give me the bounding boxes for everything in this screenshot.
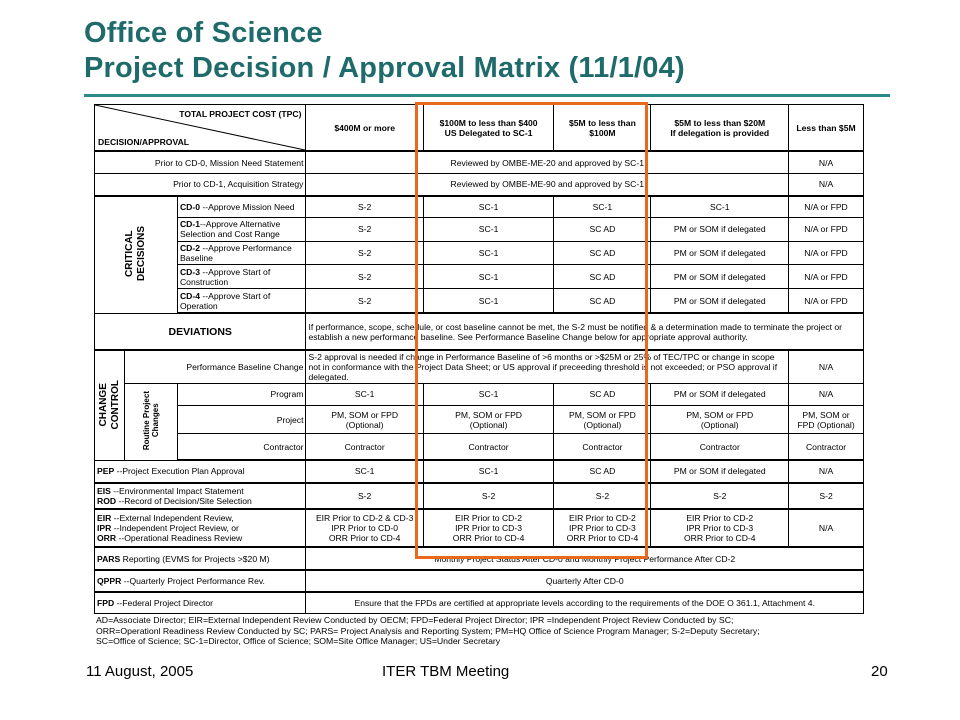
approval-matrix bbox=[94, 104, 864, 614]
eis-cell: S-2 bbox=[554, 483, 651, 509]
change-cell: SC AD bbox=[554, 383, 651, 405]
change-cell: PM, SOM or FPD (Optional) bbox=[651, 406, 789, 434]
routine-changes-group bbox=[125, 383, 178, 460]
fpd-label: FPD --Federal Project Director bbox=[95, 592, 306, 613]
prereq-value: Reviewed by OMBE-ME-20 and approved by SC-1 bbox=[306, 151, 789, 173]
pbc-row bbox=[95, 350, 864, 383]
cd-cell: S-2 bbox=[306, 241, 423, 264]
eir-cell: EIR Prior to CD-2 IPR Prior to CD-3 ORR Prior to CD-4 bbox=[423, 509, 554, 548]
eir-cell: EIR Prior to CD-2 & CD-3 IPR Prior to CD-0 ORR Prior to CD-4 bbox=[306, 509, 423, 548]
col-header-4: $5M to less than $20M If delegation is provided bbox=[651, 105, 789, 152]
deviations-text: If performance, scope, schedule, or cost baseline cannot be met, the S-2 must be notified & a determination made to terminate the project or establish a new performance baseline. See Performance Baseline Change below for appropriate approval authority. bbox=[306, 313, 864, 350]
cd-cell: N/A or FPD bbox=[789, 217, 864, 241]
cd-cell: S-2 bbox=[306, 265, 423, 289]
pbc-label: Performance Baseline Change bbox=[125, 350, 306, 383]
change-cell: Contractor bbox=[651, 434, 789, 460]
cd-row bbox=[95, 289, 864, 313]
pep-cell: N/A bbox=[789, 460, 864, 482]
change-control-group bbox=[95, 350, 125, 460]
cd-cell: SC-1 bbox=[423, 217, 554, 241]
eir-cell: N/A bbox=[789, 509, 864, 548]
header-row bbox=[95, 105, 864, 152]
col-header-5: Less than $5M bbox=[789, 105, 864, 152]
pars-label: PARS Reporting (EVMS for Projects >$20 M) bbox=[95, 547, 306, 569]
cd-cell: N/A or FPD bbox=[789, 196, 864, 217]
qppr-row bbox=[95, 570, 864, 592]
cd-cell: PM or SOM if delegated bbox=[651, 241, 789, 264]
footer-page-number: 20 bbox=[871, 663, 888, 680]
cd-cell: N/A or FPD bbox=[789, 265, 864, 289]
title-rule bbox=[84, 94, 890, 97]
change-cell: N/A bbox=[789, 383, 864, 405]
cd-row bbox=[95, 217, 864, 241]
eir-cell: EIR Prior to CD-2 IPR Prior to CD-3 ORR Prior to CD-4 bbox=[651, 509, 789, 548]
cd-cell: SC-1 bbox=[423, 265, 554, 289]
change-cell: SC-1 bbox=[306, 383, 423, 405]
col-header-1: $400M or more bbox=[306, 105, 423, 152]
cd-cell: SC-1 bbox=[651, 196, 789, 217]
deviations-row bbox=[95, 313, 864, 350]
fpd-value: Ensure that the FPDs are certified at appropriate levels according to the requirements of the DOE O 361.1, Attachment 4. bbox=[306, 592, 864, 613]
tpc-label: TOTAL PROJECT COST (TPC) bbox=[179, 109, 302, 119]
cd-cell: SC-1 bbox=[423, 196, 554, 217]
change-label: Project bbox=[177, 406, 306, 434]
cd-cell: PM or SOM if delegated bbox=[651, 217, 789, 241]
pbc-last: N/A bbox=[789, 350, 864, 383]
cd-label: CD-3 --Approve Start of Construction bbox=[177, 265, 306, 289]
fpd-row bbox=[95, 592, 864, 613]
qppr-label: QPPR --Quarterly Project Performance Rev. bbox=[95, 570, 306, 592]
deviations-label: DEVIATIONS bbox=[95, 313, 306, 350]
cd-row bbox=[95, 241, 864, 264]
cd-row bbox=[95, 265, 864, 289]
cd-cell: SC AD bbox=[554, 265, 651, 289]
eis-cell: S-2 bbox=[306, 483, 423, 509]
pbc-text: S-2 approval is needed if change in Performance Baseline of >6 months or >$25M or 25% of TEC/TPC or change in scope not in conformance with the Project Data Sheet; or US approval if preceeding threshold is not exceeded; or PSO approval if delegated. bbox=[306, 350, 789, 383]
prereq-last: N/A bbox=[789, 151, 864, 173]
change-cell: Contractor bbox=[789, 434, 864, 460]
prereq-value: Reviewed by OMBE-ME-90 and approved by SC-1 bbox=[306, 173, 789, 195]
change-label: Contractor bbox=[177, 434, 306, 460]
change-cell: PM, SOM or FPD (Optional) bbox=[306, 406, 423, 434]
prereq-label: Prior to CD-0, Mission Need Statement bbox=[95, 151, 306, 173]
col-header-2: $100M to less than $400 US Delegated to SC-1 bbox=[423, 105, 554, 152]
cd-cell: SC AD bbox=[554, 289, 651, 313]
critical-decisions-label: CRITICAL DECISIONS bbox=[123, 226, 147, 282]
pep-cell: SC-1 bbox=[306, 460, 423, 482]
change-row bbox=[95, 383, 864, 405]
eir-label: EIR --External Independent Review, IPR --Independent Project Review, or ORR --Operational Readiness Review bbox=[95, 509, 306, 548]
cd-label: CD-2 --Approve Performance Baseline bbox=[177, 241, 306, 264]
prereq-row bbox=[95, 173, 864, 195]
cd-cell: SC-1 bbox=[554, 196, 651, 217]
qppr-value: Quarterly After CD-0 bbox=[306, 570, 864, 592]
cd-cell: SC AD bbox=[554, 241, 651, 264]
cd-cell: S-2 bbox=[306, 289, 423, 313]
change-row bbox=[95, 406, 864, 434]
cd-cell: PM or SOM if delegated bbox=[651, 265, 789, 289]
decision-label: DECISION/APPROVAL bbox=[98, 137, 190, 148]
change-row bbox=[95, 434, 864, 460]
prereq-label: Prior to CD-1, Acquisition Strategy bbox=[95, 173, 306, 195]
footnote: AD=Associate Director; EIR=External Independent Review Conducted by OECM; FPD=Federal Project Director; IPR =Independent Project Review Conducted by SC; ORR=Operationl Readiness Review Conducted by SC; PARS= Project Analysis and Reporting System; PM=HQ Office of Science Program Manager; S-2=Deputy Secretary; SC=Office of Science; SC-1=Director, Office of Science; SOM=Site Office Manager; US=Under Secretary bbox=[96, 615, 760, 646]
cd-label: CD-4 --Approve Start of Operation bbox=[177, 289, 306, 313]
eis-cell: S-2 bbox=[789, 483, 864, 509]
header-corner bbox=[95, 105, 306, 152]
change-cell: Contractor bbox=[423, 434, 554, 460]
change-cell: PM, SOM or FPD (Optional) bbox=[423, 406, 554, 434]
pars-value: Monthly Project Status After CD-0 and Monthly Project Performance After CD-2 bbox=[306, 547, 864, 569]
pep-cell: SC AD bbox=[554, 460, 651, 482]
change-label: Program bbox=[177, 383, 306, 405]
prereq-last: N/A bbox=[789, 173, 864, 195]
critical-decisions-group bbox=[95, 196, 178, 314]
cd-label: CD-0 --Approve Mission Need bbox=[177, 196, 306, 217]
eir-row bbox=[95, 509, 864, 548]
eir-cell: EIR Prior to CD-2 IPR Prior to CD-3 ORR Prior to CD-4 bbox=[554, 509, 651, 548]
cd-cell: S-2 bbox=[306, 217, 423, 241]
eis-cell: S-2 bbox=[423, 483, 554, 509]
cd-row bbox=[95, 196, 864, 217]
footer-date: 11 August, 2005 bbox=[86, 663, 194, 680]
cd-cell: SC-1 bbox=[423, 289, 554, 313]
pep-cell: PM or SOM if delegated bbox=[651, 460, 789, 482]
cd-cell: N/A or FPD bbox=[789, 241, 864, 264]
pep-label: PEP --Project Execution Plan Approval bbox=[95, 460, 306, 482]
pep-cell: SC-1 bbox=[423, 460, 554, 482]
cd-cell: SC AD bbox=[554, 217, 651, 241]
pars-row bbox=[95, 547, 864, 569]
footer-meeting: ITER TBM Meeting bbox=[382, 663, 510, 680]
cd-label: CD-1--Approve Alternative Selection and Cost Range bbox=[177, 217, 306, 241]
change-cell: PM, SOM or FPD (Optional) bbox=[789, 406, 864, 434]
change-cell: PM or SOM if delegated bbox=[651, 383, 789, 405]
cd-cell: PM or SOM if delegated bbox=[651, 289, 789, 313]
cd-cell: SC-1 bbox=[423, 241, 554, 264]
eis-cell: S-2 bbox=[651, 483, 789, 509]
pep-row bbox=[95, 460, 864, 482]
change-cell: PM, SOM or FPD (Optional) bbox=[554, 406, 651, 434]
change-cell: Contractor bbox=[554, 434, 651, 460]
col-header-3: $5M to less than $100M bbox=[554, 105, 651, 152]
title-line-1: Office of Science bbox=[84, 17, 323, 49]
cd-cell: N/A or FPD bbox=[789, 289, 864, 313]
prereq-row bbox=[95, 151, 864, 173]
eis-label: EIS --Environmental Impact Statement ROD --Record of Decision/Site Selection bbox=[95, 483, 306, 509]
routine-changes-label: Routine Project Changes bbox=[142, 391, 161, 451]
eis-row bbox=[95, 483, 864, 509]
title-line-2: Project Decision / Approval Matrix (11/1/04) bbox=[84, 52, 685, 84]
cd-cell: S-2 bbox=[306, 196, 423, 217]
change-cell: SC-1 bbox=[423, 383, 554, 405]
change-cell: Contractor bbox=[306, 434, 423, 460]
change-control-label: CHANGE CONTROL bbox=[97, 379, 121, 430]
slide-title bbox=[84, 16, 685, 86]
